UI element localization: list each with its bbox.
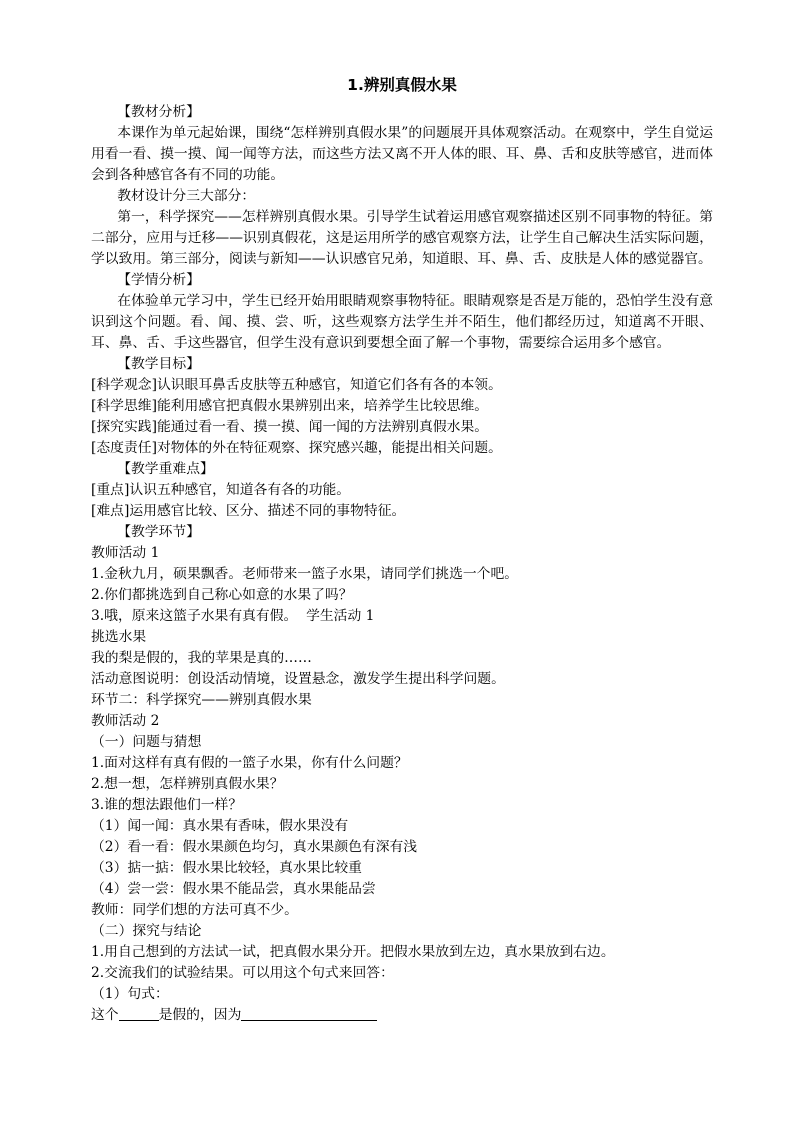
fill-in-middle: 是假的，因为 bbox=[158, 1007, 242, 1023]
process-line: 1.金秋九月，硕果飘香。老师带来一篮子水果，请同学们挑选一个吧。 bbox=[91, 566, 519, 582]
process-line: （4）尝一尝：假水果不能品尝，真水果能品尝 bbox=[91, 881, 376, 897]
section-heading-process: 【教学环节】 bbox=[117, 524, 200, 540]
section-heading-goals: 【教学目标】 bbox=[117, 356, 200, 372]
process-line: （2）看一看：假水果颜色均匀，真水果颜色有深有浅 bbox=[91, 839, 418, 855]
process-line: 2.交流我们的试验结果。可以用这个句式来回答： bbox=[91, 965, 394, 981]
process-line: （二）探究与结论 bbox=[91, 923, 202, 939]
process-line: 2.你们都挑选到自己称心如意的水果了吗？ bbox=[91, 587, 353, 603]
document-page bbox=[91, 74, 713, 1026]
analysis-paragraph-2: 教材设计分三大部分： bbox=[117, 188, 256, 204]
key-item: [重点]认识五种感官，知道各有各的功能。 bbox=[91, 482, 351, 498]
analysis-paragraph-1: 本课作为单元起始课，围绕“怎样辨别真假水果”的问题展开具体观察活动。在观察中，学生自觉运用看一看、摸一摸、闻一闻等方法，而这些方法又离不开人体的眼、耳、鼻、舌和皮肤等感官，进而体会到各种感官各有不同的功能。 bbox=[91, 125, 713, 183]
student-paragraph: 在体验单元学习中，学生已经开始用眼睛观察事物特征。眼睛观察是否是万能的，恐怕学生没有意识到这个问题。看、闻、摸、尝、听，这些观察方法学生并不陌生，他们都经历过，知道离不开眼、耳、鼻、舌、手这些器官，但学生没有意识到要想全面了解一个事物，需要综合运用多个感官。 bbox=[91, 293, 713, 351]
process-line: 3.哦，原来这篮子水果有真有假。 学生活动 1 bbox=[91, 608, 375, 624]
process-line: 我的梨是假的，我的苹果是真的…… bbox=[91, 650, 312, 666]
blank-underline bbox=[241, 1006, 377, 1021]
process-line: 教师：同学们想的方法可真不少。 bbox=[91, 902, 298, 918]
process-line: （1）闻一闻：真水果有香味，假水果没有 bbox=[91, 818, 349, 834]
section-heading-key: 【教学重难点】 bbox=[117, 461, 214, 477]
section-heading-student: 【学情分析】 bbox=[117, 272, 200, 288]
analysis-paragraph-3: 第一，科学探究——怎样辨别真假水果。引导学生试着运用感官观察描述区别不同事物的特征。第二部分，应用与迁移——识别真假花，这是运用所学的感官观察方法，让学生自己解决生活实际问题，学以致用。第三部分，阅读与新知——认识感官兄弟，知道眼、耳、鼻、舌、皮肤是人体的感觉器官。 bbox=[91, 209, 713, 267]
process-line: 教师活动 1 bbox=[91, 545, 160, 561]
fill-in-sentence bbox=[91, 1005, 713, 1026]
process-line: （3）掂一掂：假水果比较轻，真水果比较重 bbox=[91, 860, 362, 876]
process-line: （一）问题与猜想 bbox=[91, 734, 202, 750]
process-line: 环节二：科学探究——辨别真假水果 bbox=[91, 692, 312, 708]
process-line: 2.想一想，怎样辨别真假水果？ bbox=[91, 776, 284, 792]
process-line: 1.面对这样有真有假的一篮子水果，你有什么问题？ bbox=[91, 755, 408, 771]
process-line: 教师活动 2 bbox=[91, 713, 160, 729]
blank-underline bbox=[119, 1006, 159, 1021]
section-heading-analysis: 【教材分析】 bbox=[117, 104, 200, 120]
page-title: 1.辨别真假水果 bbox=[347, 76, 457, 94]
goal-item: [态度责任]对物体的外在特征观察、探究感兴趣，能提出相关问题。 bbox=[91, 440, 502, 456]
goal-item: [科学思维]能利用感官把真假水果辨别出来，培养学生比较思维。 bbox=[91, 398, 489, 414]
goal-item: [探究实践]能通过看一看、摸一摸、闻一闻的方法辨别真假水果。 bbox=[91, 419, 489, 435]
process-line: （1）句式： bbox=[91, 986, 169, 1002]
fill-in-prefix: 这个 bbox=[91, 1007, 119, 1023]
process-line: 1.用自己想到的方法试一试，把真假水果分开。把假水果放到左边，真水果放到右边。 bbox=[91, 944, 615, 960]
process-line: 挑选水果 bbox=[91, 629, 147, 645]
key-item: [难点]运用感官比较、区分、描述不同的事物特征。 bbox=[91, 503, 406, 519]
process-line: 3.谁的想法跟他们一样？ bbox=[91, 797, 243, 813]
goal-item: [科学观念]认识眼耳鼻舌皮肤等五种感官，知道它们各有各的本领。 bbox=[91, 377, 502, 393]
process-line: 活动意图说明：创设活动情境，设置悬念，激发学生提出科学问题。 bbox=[91, 671, 505, 687]
